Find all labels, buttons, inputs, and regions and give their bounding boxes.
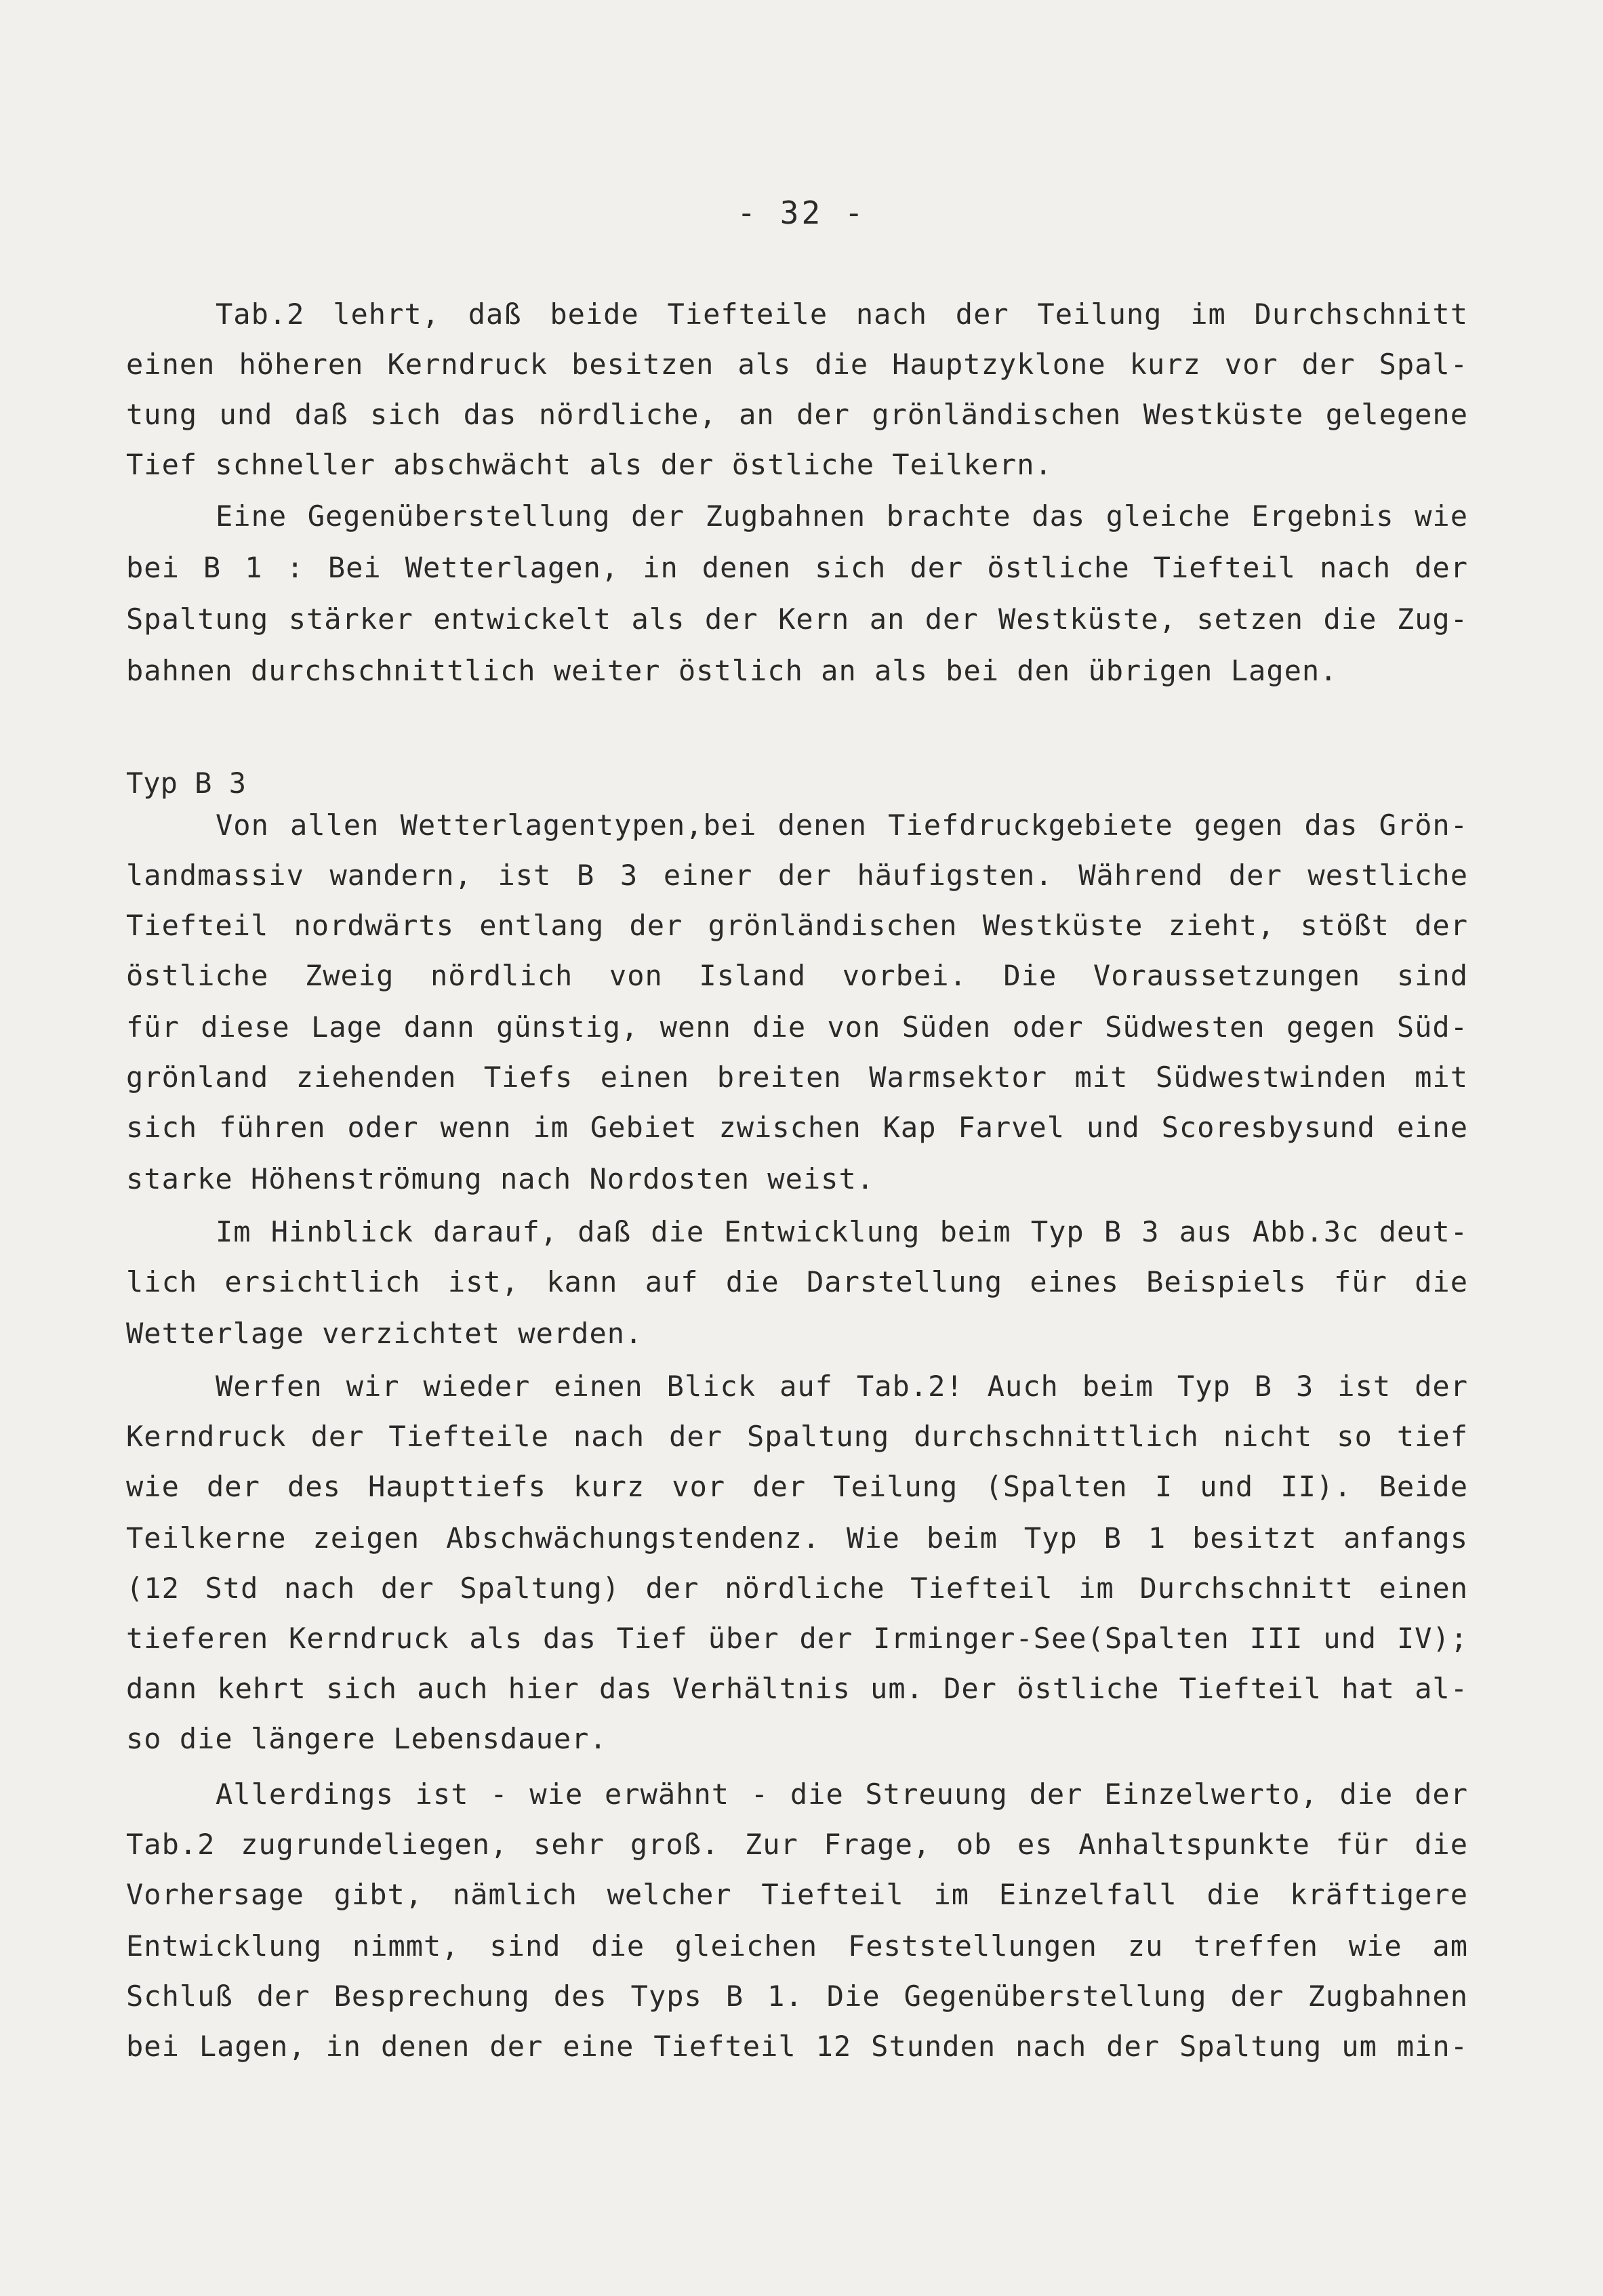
text-line: Teilkerne zeigen Abschwächungstendenz. Wie beim Typ B 1 besitzt anfangs	[126, 1521, 1468, 1555]
text-line: dann kehrt sich auch hier das Verhältnis um. Der östliche Tiefteil hat al-	[126, 1672, 1468, 1705]
text-line: Kerndruck der Tiefteile nach der Spaltung durchschnittlich nicht so tief	[126, 1420, 1468, 1453]
text-line: tung und daß sich das nördliche, an der grönländischen Westküste gelegene	[126, 398, 1468, 431]
text-line: östliche Zweig nördlich von Island vorbei. Die Voraussetzungen sind	[126, 959, 1468, 992]
text-line: lich ersichtlich ist, kann auf die Darstellung eines Beispiels für die	[126, 1265, 1468, 1298]
text-line: Tiefteil nordwärts entlang der grönländischen Westküste zieht, stößt der	[126, 909, 1468, 942]
text-line: so die längere Lebensdauer.	[126, 1722, 607, 1755]
text-line: Tief schneller abschwächt als der östliche Teilkern.	[126, 448, 1053, 481]
text-line: landmassiv wandern, ist B 3 einer der häufigsten. Während der westliche	[126, 859, 1468, 892]
text-line: sich führen oder wenn im Gebiet zwischen Kap Farvel und Scoresbysund eine	[126, 1111, 1468, 1144]
text-line: bahnen durchschnittlich weiter östlich an als bei den übrigen Lagen.	[126, 654, 1338, 687]
text-line: (12 Std nach der Spaltung) der nördliche Tiefteil im Durchschnitt einen	[126, 1572, 1468, 1605]
text-line: Entwicklung nimmt, sind die gleichen Feststellungen zu treffen wie am	[126, 1929, 1468, 1963]
text-line: Vorhersage gibt, nämlich welcher Tiefteil im Einzelfall die kräftigere	[126, 1878, 1468, 1911]
text-line: starke Höhenströmung nach Nordosten weist.	[126, 1162, 875, 1195]
text-line: tieferen Kerndruck als das Tief über der Irminger-See(Spalten III und IV);	[126, 1622, 1468, 1655]
text-line: Eine Gegenüberstellung der Zugbahnen brachte das gleiche Ergebnis wie	[216, 499, 1468, 533]
text-line: Im Hinblick darauf, daß die Entwicklung beim Typ B 3 aus Abb.3c deut-	[216, 1215, 1468, 1248]
text-line: für diese Lage dann günstig, wenn die von Süden oder Südwesten gegen Süd-	[126, 1010, 1468, 1044]
text-line: einen höheren Kerndruck besitzen als die Hauptzyklone kurz vor der Spal-	[126, 348, 1468, 381]
text-line: Allerdings ist - wie erwähnt - die Streuung der Einzelwerto, die der	[216, 1778, 1468, 1811]
text-line: Wetterlage verzichtet werden.	[126, 1317, 643, 1350]
text-line: grönland ziehenden Tiefs einen breiten Warmsektor mit Südwestwinden mit	[126, 1061, 1468, 1094]
text-line: Tab.2 zugrundeliegen, sehr groß. Zur Frage, ob es Anhaltspunkte für die	[126, 1828, 1468, 1861]
text-line: bei Lagen, in denen der eine Tiefteil 12 Stunden nach der Spaltung um min-	[126, 2030, 1468, 2063]
text-line: Werfen wir wieder einen Blick auf Tab.2! Auch beim Typ B 3 ist der	[216, 1370, 1468, 1403]
text-line: Spaltung stärker entwickelt als der Kern an der Westküste, setzen die Zug-	[126, 602, 1468, 636]
text-line: Von allen Wetterlagentypen,bei denen Tiefdruckgebiete gegen das Grön-	[216, 808, 1468, 842]
text-line: wie der des Haupttiefs kurz vor der Teilung (Spalten I und II). Beide	[126, 1470, 1468, 1503]
text-line: Schluß der Besprechung des Typs B 1. Die Gegenüberstellung der Zugbahnen	[126, 1980, 1468, 2013]
page-number: - 32 -	[737, 194, 866, 231]
text-line: Tab.2 lehrt, daß beide Tiefteile nach der Teilung im Durchschnitt	[216, 298, 1468, 331]
text-line: bei B 1 : Bei Wetterlagen, in denen sich der östliche Tiefteil nach der	[126, 551, 1468, 584]
section-heading: Typ B 3	[126, 766, 247, 800]
